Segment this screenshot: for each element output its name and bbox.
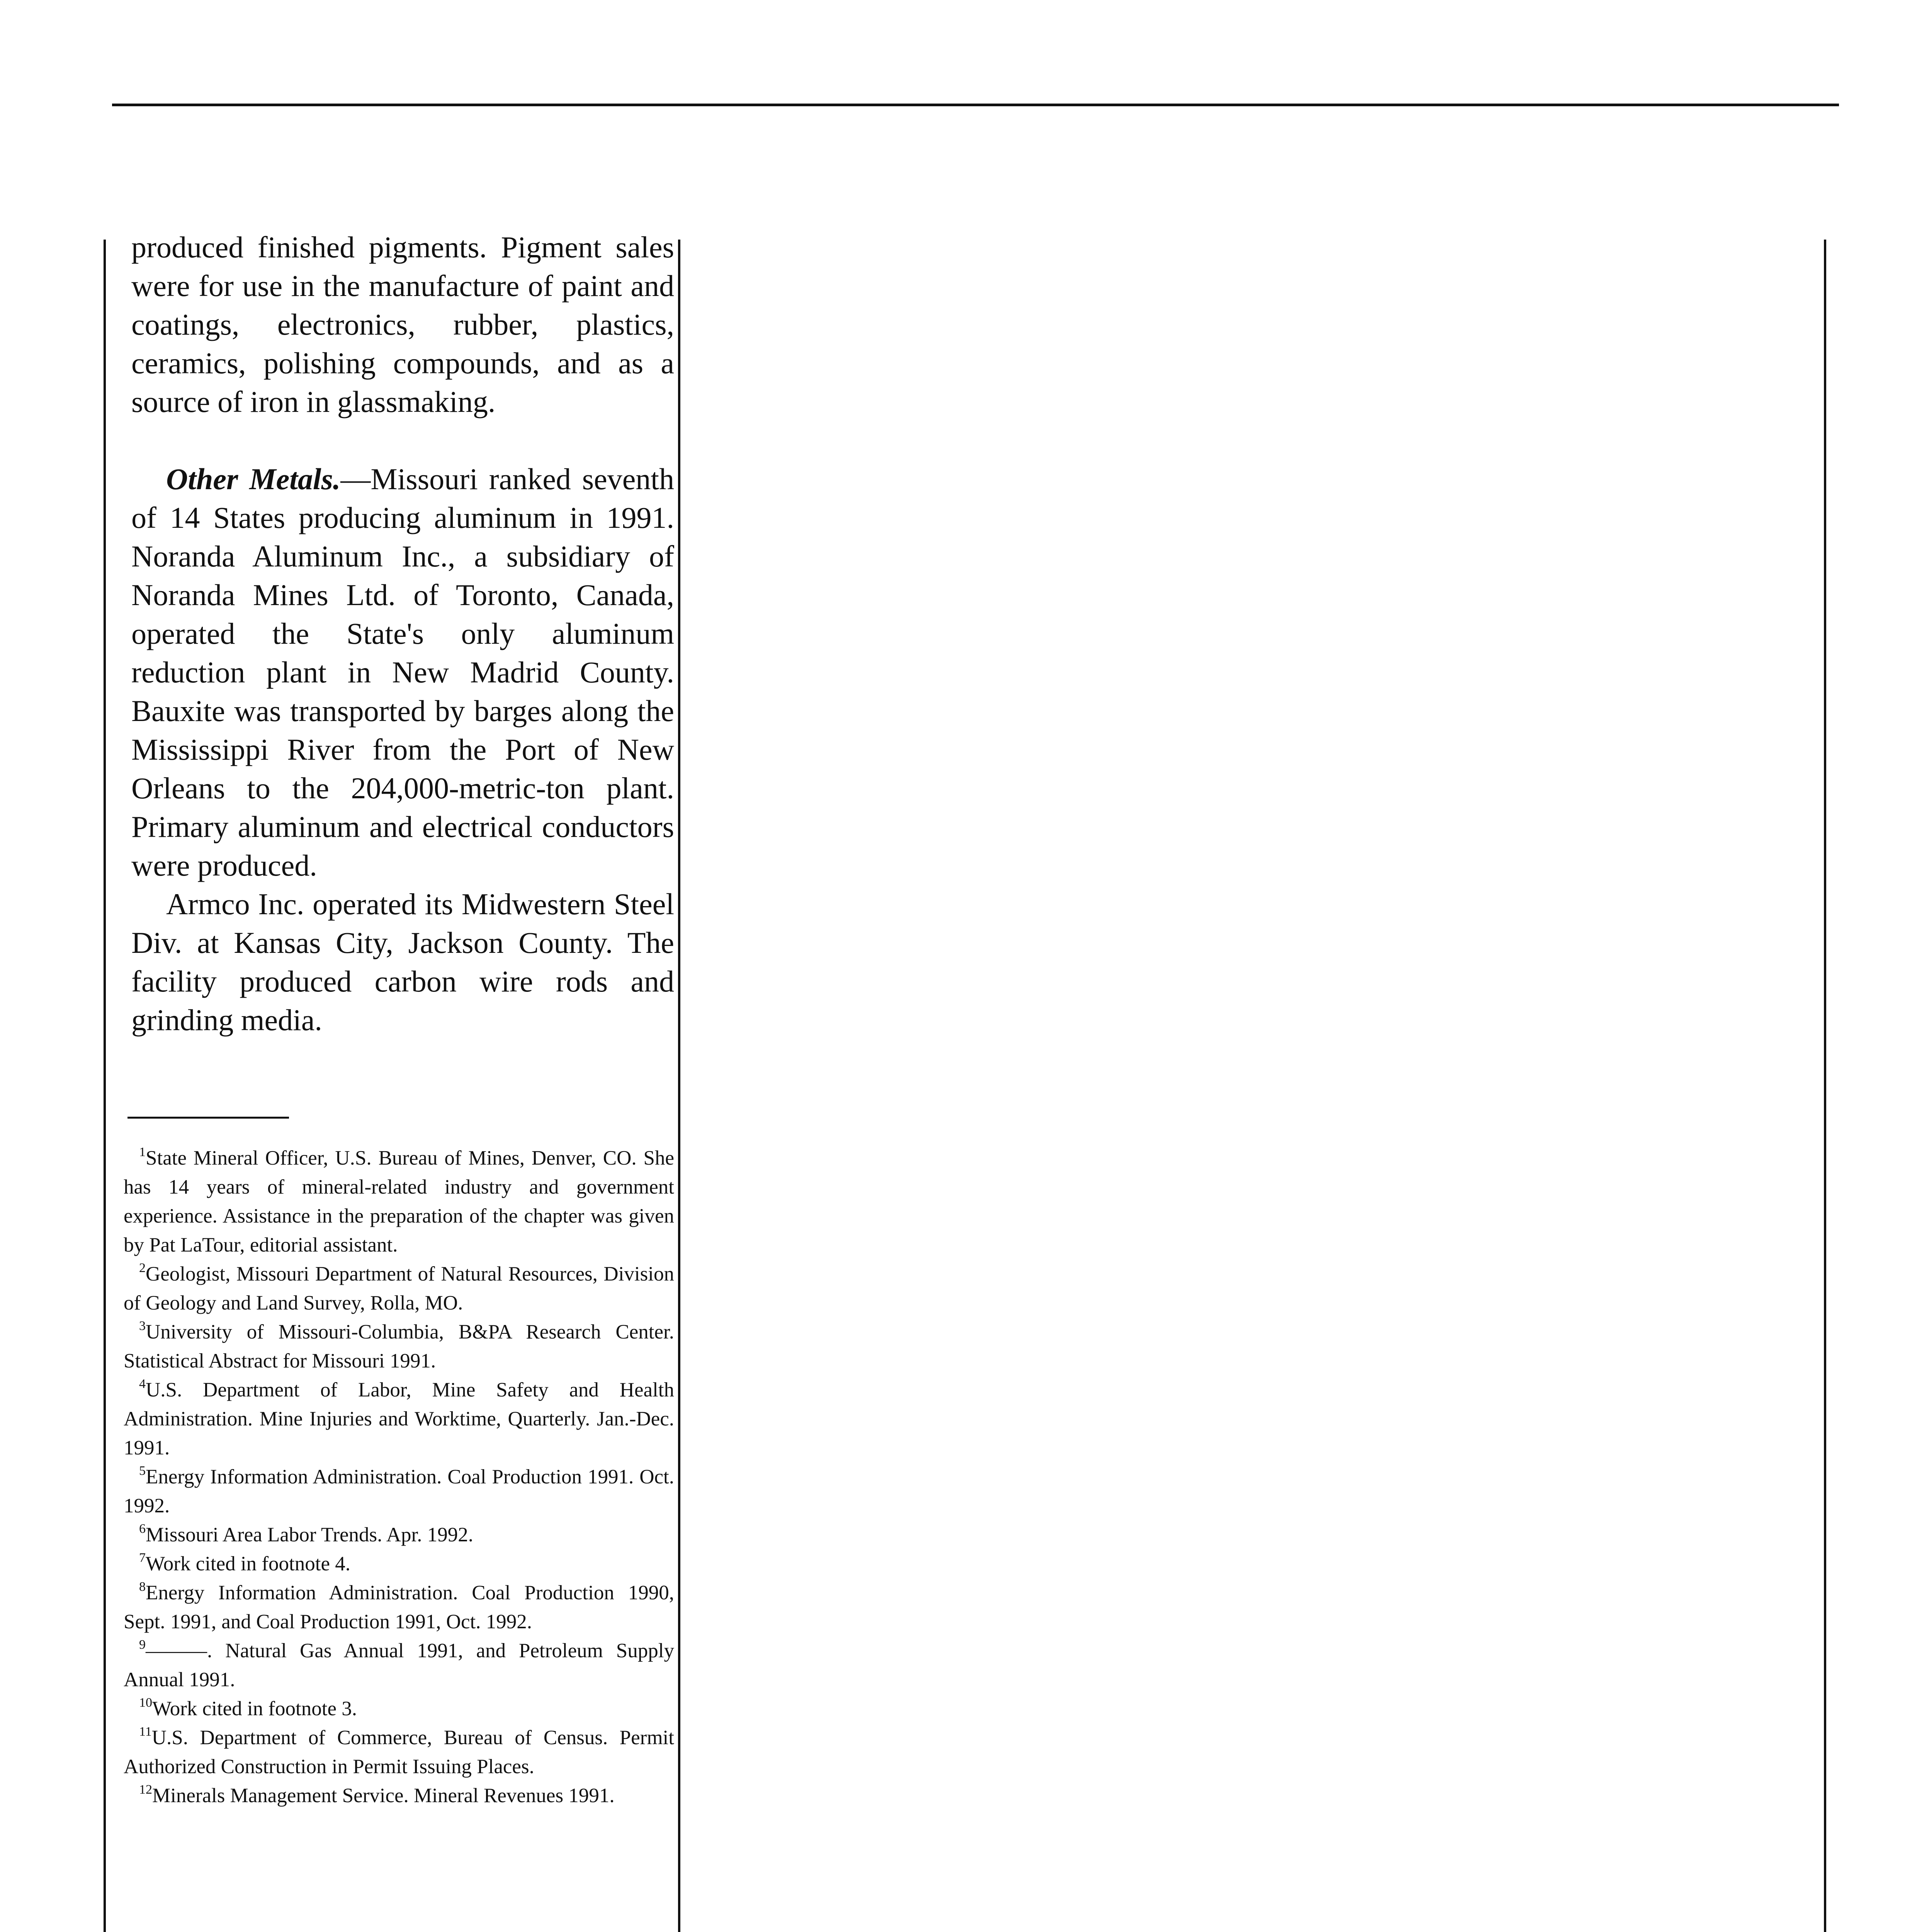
right-column-rule	[1824, 240, 1826, 1932]
footnote-5	[124, 1463, 674, 1520]
footnote-rule	[127, 1117, 289, 1119]
top-rule	[112, 104, 1839, 106]
footnote-marker: 12	[139, 1782, 152, 1797]
paragraph-other-metals-text: —Missouri ranked seventh of 14 States producing aluminum in 1991. Noranda Aluminum Inc., a subsidiary of Noranda Mines Ltd. of Toronto, Canada, operated the State's only aluminum reduction plant in New Madrid County. Bauxite was transported by barges along the Mississippi River from the Port of New Orleans to the 204,000-metric-ton plant. Primary aluminum and electrical conductors were produced.	[131, 462, 674, 882]
footnote-text: Missouri Area Labor Trends. Apr. 1992.	[146, 1524, 473, 1546]
footnote-marker: 9	[139, 1638, 146, 1652]
footnote-4	[124, 1376, 674, 1463]
footnote-3	[124, 1318, 674, 1376]
footnote-marker: 4	[139, 1377, 146, 1391]
footnote-marker: 10	[139, 1696, 152, 1710]
footnote-marker: 6	[139, 1522, 146, 1536]
footnote-9	[124, 1636, 674, 1694]
footnote-text: ———. Natural Gas Annual 1991, and Petroleum Supply Annual 1991.	[124, 1639, 674, 1691]
footnote-marker: 7	[139, 1551, 146, 1565]
footnote-text: Energy Information Administration. Coal Production 1991. Oct. 1992.	[124, 1466, 674, 1517]
footnote-marker: 5	[139, 1464, 146, 1478]
paragraph-armco: Armco Inc. operated its Midwestern Steel Div. at Kansas City, Jackson County. The facility produced carbon wire rods and grinding media.	[131, 887, 674, 1037]
footnote-10	[124, 1694, 674, 1723]
footnote-12	[124, 1781, 674, 1810]
footnote-marker: 3	[139, 1319, 146, 1333]
footnote-text: University of Missouri-Columbia, B&PA Research Center. Statistical Abstract for Missouri 1991.	[124, 1321, 674, 1372]
footnote-text: U.S. Department of Commerce, Bureau of Census. Permit Authorized Construction in Permit Issuing Places.	[124, 1726, 674, 1778]
footnote-1	[124, 1144, 674, 1260]
footnote-8	[124, 1578, 674, 1636]
footnote-marker: 8	[139, 1580, 146, 1594]
footnote-7	[124, 1549, 674, 1578]
footnote-text: U.S. Department of Labor, Mine Safety and Health Administration. Mine Injuries and Worktime, Quarterly. Jan.-Dec. 1991.	[124, 1379, 674, 1459]
footnote-text: Geologist, Missouri Department of Natural Resources, Division of Geology and Land Survey, Rolla, MO.	[124, 1263, 674, 1314]
footnote-11	[124, 1723, 674, 1781]
column-divider-rule	[678, 240, 680, 1932]
footnote-marker: 2	[139, 1261, 146, 1275]
left-column	[131, 228, 674, 1039]
footnote-text: Energy Information Administration. Coal Production 1990, Sept. 1991, and Coal Production 1991, Oct. 1992.	[124, 1582, 674, 1633]
footnote-text: State Mineral Officer, U.S. Bureau of Mines, Denver, CO. She has 14 years of mineral-related industry and government experience. Assistance in the preparation of the chapter was given by Pat LaTour, editorial assistant.	[124, 1147, 674, 1256]
footnote-6	[124, 1520, 674, 1549]
footnotes	[124, 1144, 674, 1810]
paragraph-other-metals	[131, 460, 674, 885]
footnote-marker: 1	[139, 1145, 146, 1159]
paragraph-pigments: produced finished pigments. Pigment sales were for use in the manufacture of paint and coatings, electronics, rubber, plastics, ceramics, polishing compounds, and as a source of iron in glassmaking.	[131, 230, 674, 418]
section-heading-other-metals: Other Metals.	[166, 462, 341, 496]
footnote-2	[124, 1260, 674, 1318]
footnote-text: Work cited in footnote 4.	[146, 1553, 351, 1575]
footnote-marker: 11	[139, 1725, 152, 1739]
footnote-text: Minerals Management Service. Mineral Revenues 1991.	[152, 1784, 615, 1807]
left-column-rule	[104, 240, 106, 1932]
footnote-text: Work cited in footnote 3.	[152, 1697, 357, 1720]
